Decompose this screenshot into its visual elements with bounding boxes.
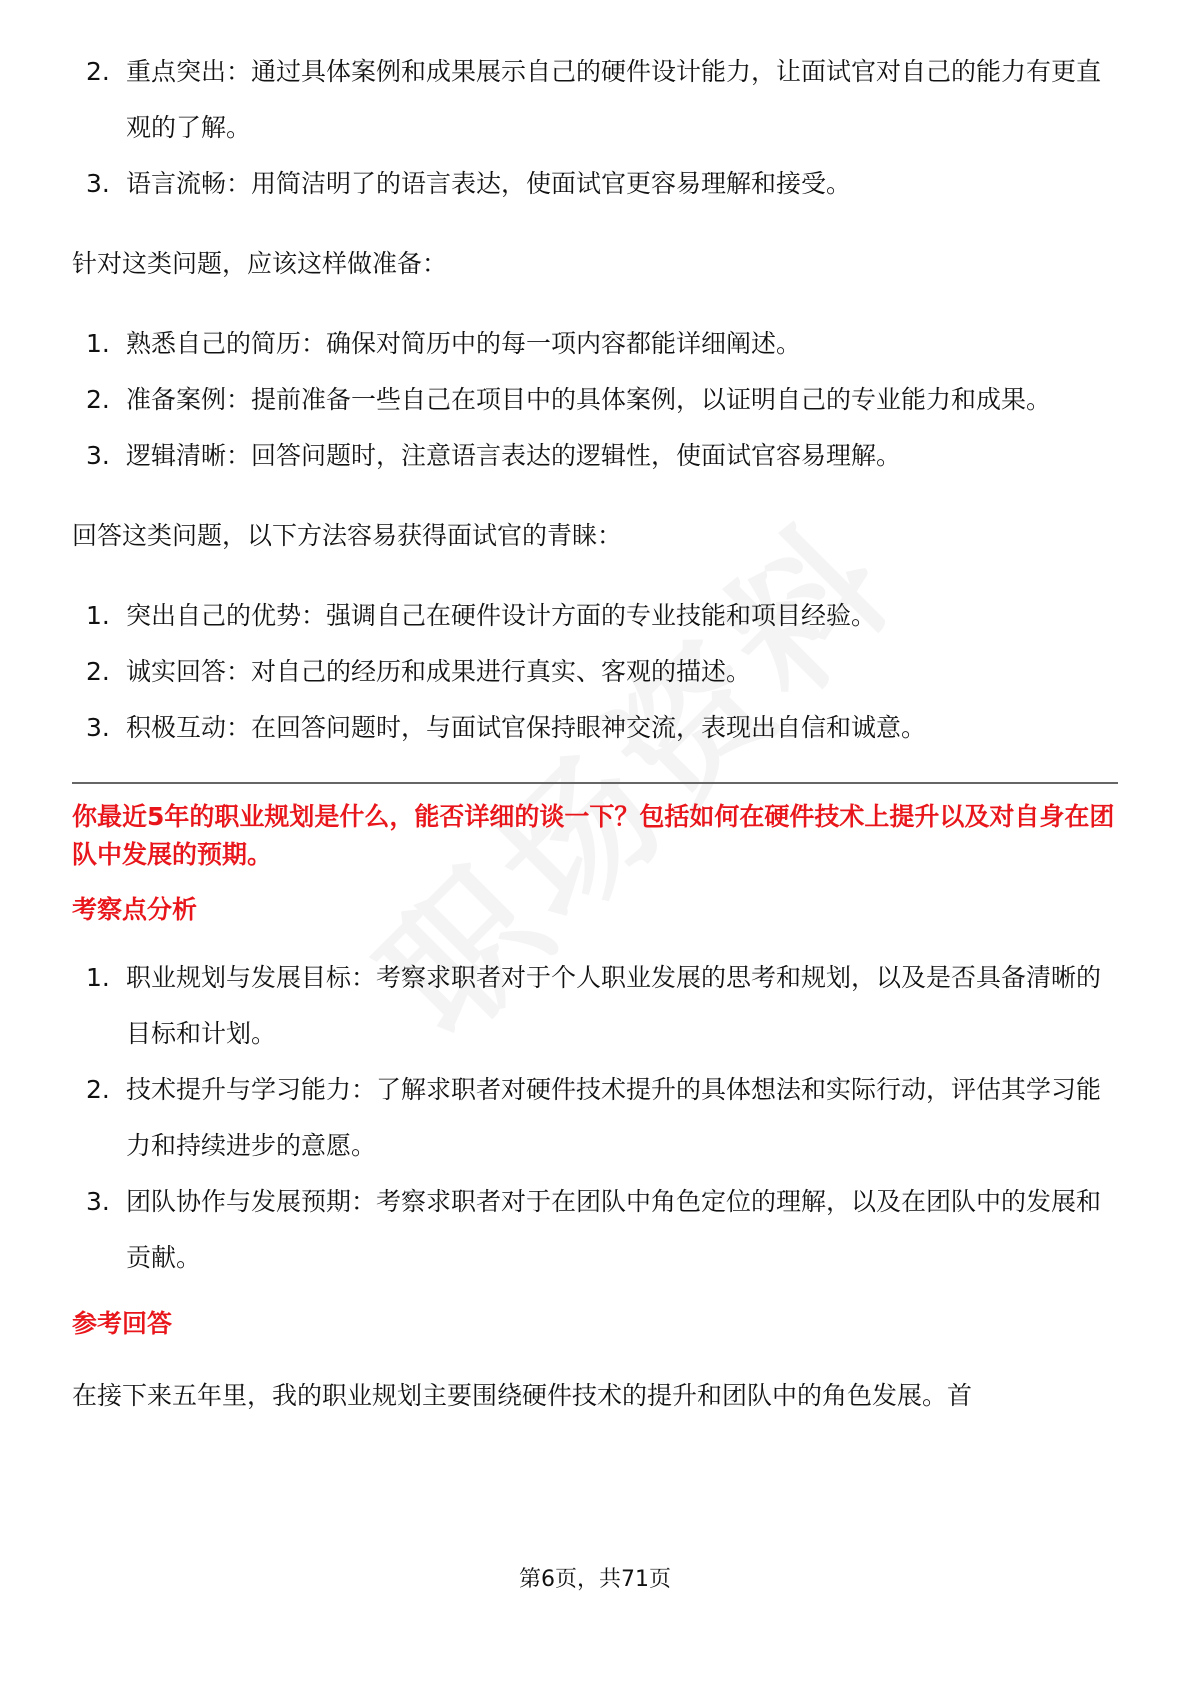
list-number: 2. xyxy=(86,385,110,414)
list-text: 逻辑清晰：回答问题时，注意语言表达的逻辑性，使面试官容易理解。 xyxy=(126,441,902,470)
list-item xyxy=(72,44,1118,156)
list-item xyxy=(72,1062,1118,1174)
list-number: 2. xyxy=(86,657,110,686)
interview-question: 你最近5年的职业规划是什么，能否详细的谈一下？包括如何在硬件技术上提升以及对自身在团队中发展的预期。 xyxy=(72,802,1115,869)
paragraph-prepare: 针对这类问题，应该这样做准备： xyxy=(72,249,448,278)
list-item xyxy=(72,372,1118,428)
list-criteria xyxy=(72,44,1118,212)
list-item xyxy=(72,316,1118,372)
list-number: 1. xyxy=(86,963,110,992)
list-text: 技术提升与学习能力：了解求职者对硬件技术提升的具体想法和实际行动，评估其学习能力和持续进步的意愿。 xyxy=(126,1075,1102,1160)
section-divider xyxy=(72,782,1118,784)
list-item xyxy=(72,700,1118,756)
list-text: 职业规划与发展目标：考察求职者对于个人职业发展的思考和规划，以及是否具备清晰的目标和计划。 xyxy=(126,963,1102,1048)
list-item xyxy=(72,156,1118,212)
list-number: 1. xyxy=(86,329,110,358)
list-analysis xyxy=(72,950,1118,1286)
list-item xyxy=(72,428,1118,484)
list-text: 诚实回答：对自己的经历和成果进行真实、客观的描述。 xyxy=(126,657,752,686)
list-item xyxy=(72,950,1118,1062)
page-footer: 第6页，共71页 xyxy=(519,1567,671,1592)
document-page xyxy=(72,58,1118,1424)
list-number: 1. xyxy=(86,601,110,630)
list-text: 重点突出：通过具体案例和成果展示自己的硬件设计能力，让面试官对自己的能力有更直观的了解。 xyxy=(126,57,1102,142)
answer-paragraph: 在接下来五年里，我的职业规划主要围绕硬件技术的提升和团队中的角色发展。首 xyxy=(72,1381,973,1410)
analysis-title: 考察点分析 xyxy=(72,895,198,924)
list-text: 语言流畅：用简洁明了的语言表达，使面试官更容易理解和接受。 xyxy=(126,169,852,198)
list-item xyxy=(72,644,1118,700)
list-number: 3. xyxy=(86,441,110,470)
list-text: 准备案例：提前准备一些自己在项目中的具体案例，以证明自己的专业能力和成果。 xyxy=(126,385,1052,414)
list-text: 积极互动：在回答问题时，与面试官保持眼神交流，表现出自信和诚意。 xyxy=(126,713,927,742)
list-prepare xyxy=(72,316,1118,484)
list-text: 熟悉自己的简历：确保对简历中的每一项内容都能详细阐述。 xyxy=(126,329,802,358)
list-item xyxy=(72,588,1118,644)
paragraph-methods: 回答这类问题，以下方法容易获得面试官的青睐： xyxy=(72,521,623,550)
list-number: 3. xyxy=(86,1187,110,1216)
answer-title: 参考回答 xyxy=(72,1309,173,1338)
list-number: 2. xyxy=(86,1075,110,1104)
list-number: 3. xyxy=(86,169,110,198)
list-text: 团队协作与发展预期：考察求职者对于在团队中角色定位的理解，以及在团队中的发展和贡献。 xyxy=(126,1187,1102,1272)
list-number: 2. xyxy=(86,57,110,86)
list-number: 3. xyxy=(86,713,110,742)
list-methods xyxy=(72,588,1118,756)
list-text: 突出自己的优势：强调自己在硬件设计方面的专业技能和项目经验。 xyxy=(126,601,877,630)
list-item xyxy=(72,1174,1118,1286)
